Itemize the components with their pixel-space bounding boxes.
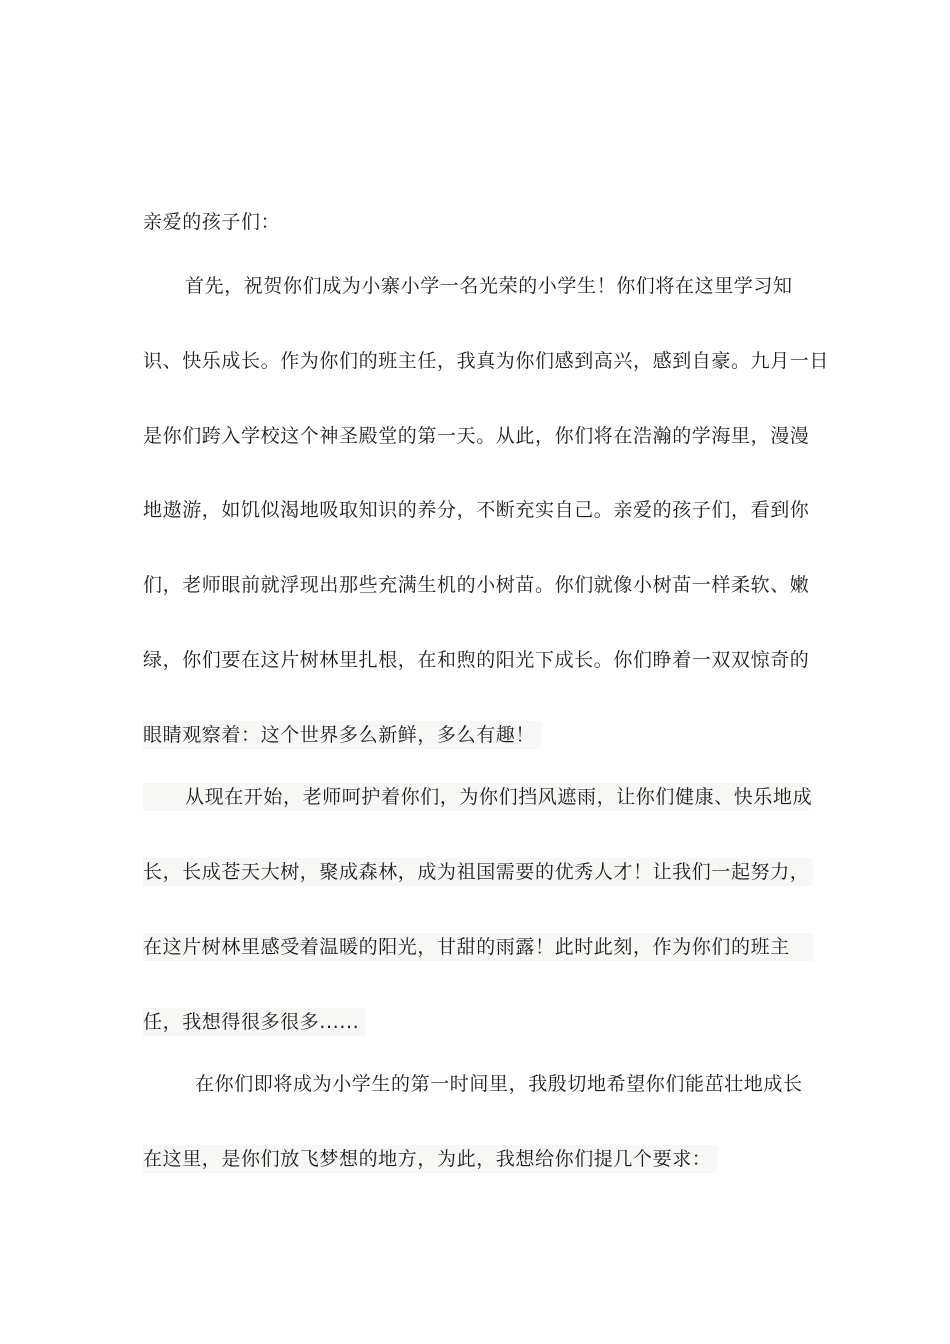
paragraph-line: 在这片树林里感受着温暖的阳光，甘甜的雨露！此时此刻，作为你们的班主 xyxy=(143,933,813,961)
salutation: 亲爱的孩子们： xyxy=(143,211,281,233)
paragraph-line: 在你们即将成为小学生的第一时间里，我殷切地希望你们能茁壮地成长 xyxy=(195,1073,803,1095)
paragraph-line: 任，我想得很多很多...... xyxy=(143,1008,365,1036)
paragraph-line: 眼睛观察着：这个世界多么新鲜，多么有趣！ xyxy=(143,721,541,749)
paragraph-line: 在这里，是你们放飞梦想的地方，为此，我想给你们提几个要求： xyxy=(143,1145,717,1173)
paragraph-line: 地遨游，如饥似渴地吸取知识的养分，不断充实自己。亲爱的孩子们，看到你 xyxy=(143,499,810,521)
paragraph-line: 首先，祝贺你们成为小寨小学一名光荣的小学生！你们将在这里学习知 xyxy=(185,275,793,297)
paragraph-line: 是你们跨入学校这个神圣殿堂的第一天。从此，你们将在浩瀚的学海里，漫漫 xyxy=(143,425,810,447)
paragraph-line: 绿，你们要在这片树林里扎根，在和煦的阳光下成长。你们睁着一双双惊奇的 xyxy=(143,649,810,671)
paragraph-line: 识、快乐成长。作为你们的班主任，我真为你们感到高兴，感到自豪。九月一日 xyxy=(143,350,830,372)
paragraph-line: 从现在开始，老师呵护着你们，为你们挡风遮雨，让你们健康、快乐地成 xyxy=(143,783,809,811)
paragraph-line: 长，长成苍天大树，聚成森林，成为祖国需要的优秀人才！让我们一起努力， xyxy=(143,858,813,886)
paragraph-line: 们，老师眼前就浮现出那些充满生机的小树苗。你们就像小树苗一样柔软、嫩 xyxy=(143,574,810,596)
